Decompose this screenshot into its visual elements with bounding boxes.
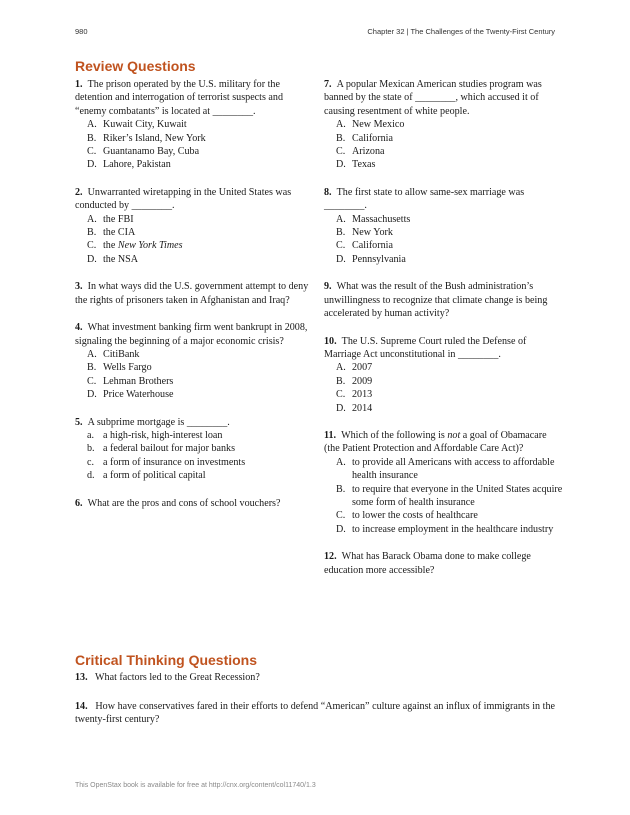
answer-option <box>336 523 564 536</box>
option-letter: b. <box>87 443 95 455</box>
answer-option <box>87 213 311 226</box>
option-text: the FBI <box>103 213 134 225</box>
option-text: a federal bailout for major banks <box>103 443 236 455</box>
option-text: Guantanamo Bay, Cuba <box>103 146 200 158</box>
option-letter: B. <box>336 132 346 144</box>
answer-options <box>87 429 311 483</box>
page-header <box>75 27 555 39</box>
answer-option <box>336 253 564 266</box>
option-text: California <box>352 240 393 252</box>
critical-question <box>75 671 555 684</box>
answer-option <box>336 132 564 145</box>
review-question <box>75 416 311 483</box>
question-stem <box>75 416 311 429</box>
option-letter: A. <box>336 213 346 225</box>
option-letter: B. <box>336 227 346 239</box>
option-text: New Mexico <box>352 119 405 131</box>
question-text: What was the result of the Bush administration’s unwillingness to recognize that climate change is being accelerated by human activity? <box>324 281 548 320</box>
question-number: 2. <box>75 186 83 198</box>
answer-options <box>87 348 311 402</box>
answer-option <box>336 509 564 522</box>
answer-option <box>336 158 564 171</box>
answer-option <box>87 361 311 374</box>
review-question <box>75 186 311 266</box>
option-text: to increase employment in the healthcare industry <box>352 523 554 535</box>
answer-option <box>336 361 564 374</box>
review-question <box>324 280 564 320</box>
question-stem <box>324 335 564 362</box>
answer-option <box>87 375 311 388</box>
option-letter: C. <box>87 375 97 387</box>
option-text: the NSA <box>103 253 139 265</box>
answer-option <box>87 226 311 239</box>
option-text: Lehman Brothers <box>103 375 174 387</box>
question-stem <box>75 321 311 348</box>
review-questions-heading: Review Questions <box>75 58 196 74</box>
answer-options <box>336 361 564 415</box>
question-number: 10. <box>324 335 337 347</box>
question-stem <box>324 280 564 320</box>
question-number: 5. <box>75 416 83 428</box>
option-text: 2007 <box>352 362 373 374</box>
option-letter: D. <box>336 159 346 171</box>
option-text: to require that everyone in the United States acquire some form of health insurance <box>352 483 563 508</box>
answer-option <box>87 442 311 455</box>
question-text: What investment banking firm went bankrupt in 2008, signaling the beginning of a major economic crisis? <box>75 322 308 347</box>
answer-option <box>87 388 311 401</box>
option-letter: A. <box>87 119 97 131</box>
option-letter: A. <box>336 119 346 131</box>
review-question <box>324 186 564 266</box>
option-letter: A. <box>87 213 97 225</box>
question-text: In what ways did the U.S. government attempt to deny the rights of prisoners taken in Afghanistan and Iraq? <box>75 281 309 306</box>
option-letter: A. <box>87 348 97 360</box>
option-letter: C. <box>336 146 346 158</box>
option-text: California <box>352 132 393 144</box>
review-questions-left-column <box>75 78 311 524</box>
question-stem <box>324 429 564 456</box>
review-question <box>324 550 564 577</box>
option-text: Wells Fargo <box>103 362 152 374</box>
question-text: A popular Mexican American studies program was banned by the state of ________, which accused it of causing resentment of white people. <box>324 79 542 117</box>
option-text: a form of political capital <box>103 470 206 482</box>
option-letter: C. <box>87 240 97 252</box>
option-letter: A. <box>336 456 346 468</box>
option-text: Kuwait City, Kuwait <box>103 119 187 131</box>
option-text: Price Waterhouse <box>103 389 174 401</box>
question-text: The U.S. Supreme Court ruled the Defense of Marriage Act unconstitutional in ________. <box>324 335 527 360</box>
answer-option <box>336 213 564 226</box>
emphasis: New York Times <box>117 240 183 252</box>
option-letter: C. <box>87 146 97 158</box>
option-text: a form of insurance on investments <box>103 456 246 468</box>
review-question <box>75 280 311 307</box>
option-text: Pennsylvania <box>352 253 406 265</box>
page-footer: This OpenStax book is available for free at http://cnx.org/content/col11740/1.3 <box>75 782 316 789</box>
answer-option <box>87 239 311 252</box>
option-letter: B. <box>87 227 97 239</box>
question-number: 4. <box>75 322 83 334</box>
question-stem <box>75 280 311 307</box>
answer-option <box>336 402 564 415</box>
critical-question <box>75 700 555 727</box>
option-letter: a. <box>87 429 95 441</box>
option-text: to lower the costs of healthcare <box>352 510 478 522</box>
question-text: The first state to allow same-sex marriage was ________. <box>324 186 525 212</box>
answer-options <box>336 456 564 536</box>
answer-option <box>87 145 311 158</box>
option-text: CitiBank <box>103 348 140 360</box>
answer-option <box>336 239 564 252</box>
option-letter: B. <box>87 132 97 144</box>
review-question <box>324 335 564 415</box>
answer-option <box>336 226 564 239</box>
option-text: the New York Times <box>103 240 183 252</box>
review-question <box>75 321 311 401</box>
question-number: 9. <box>324 281 332 293</box>
question-stem <box>324 550 564 577</box>
page-number: 980 <box>75 27 88 36</box>
option-letter: B. <box>336 375 346 387</box>
option-text: the CIA <box>103 227 136 239</box>
option-text: 2013 <box>352 389 373 401</box>
question-number: 3. <box>75 281 83 293</box>
question-number: 11. <box>324 429 337 441</box>
answer-options <box>336 213 564 267</box>
option-text: a high-risk, high-interest loan <box>103 429 223 441</box>
answer-option <box>87 118 311 131</box>
option-text: 2009 <box>352 375 373 387</box>
option-text: New York <box>352 227 393 239</box>
question-text: What has Barack Obama done to make college education more accessible? <box>324 551 531 576</box>
answer-option <box>87 469 311 482</box>
review-question <box>75 78 311 172</box>
option-text: Lahore, Pakistan <box>103 159 171 171</box>
review-question <box>75 497 311 510</box>
option-letter: B. <box>336 483 346 495</box>
question-stem <box>324 186 564 213</box>
question-text: Unwarranted wiretapping in the United States was conducted by ________. <box>75 186 292 212</box>
question-number: 8. <box>324 186 332 198</box>
answer-options <box>87 213 311 267</box>
question-number: 14. <box>75 701 88 712</box>
question-text: A subprime mortgage is ________. <box>87 416 230 428</box>
question-text: How have conservatives fared in their efforts to defend “American” culture against an influx of immigrants in the twenty-first century? <box>75 701 555 726</box>
answer-option <box>87 429 311 442</box>
answer-option <box>87 132 311 145</box>
question-number: 1. <box>75 79 83 90</box>
review-questions-right-column <box>324 78 564 591</box>
option-letter: C. <box>336 389 346 401</box>
answer-options <box>336 118 564 172</box>
review-question <box>324 78 564 172</box>
option-text: Riker’s Island, New York <box>103 132 206 144</box>
question-stem <box>75 78 311 118</box>
question-text: What factors led to the Great Recession? <box>95 672 260 683</box>
question-number: 12. <box>324 551 337 563</box>
review-question <box>324 429 564 536</box>
option-letter: D. <box>336 402 346 414</box>
option-letter: C. <box>336 240 346 252</box>
answer-option <box>87 158 311 171</box>
option-letter: B. <box>87 362 97 374</box>
option-letter: D. <box>336 253 346 265</box>
option-letter: A. <box>336 362 346 374</box>
question-text: The prison operated by the U.S. military for the detention and interrogation of terrorist suspects and “enemy combatants” is located at ________. <box>75 79 283 117</box>
answer-option <box>336 483 564 510</box>
chapter-title: Chapter 32 | The Challenges of the Twenty-First Century <box>367 27 555 36</box>
answer-option <box>336 145 564 158</box>
option-letter: D. <box>87 159 97 171</box>
option-letter: D. <box>336 523 346 535</box>
option-text: Massachusetts <box>352 213 411 225</box>
option-letter: d. <box>87 470 95 482</box>
critical-thinking-heading: Critical Thinking Questions <box>75 652 258 668</box>
question-text: Which of the following is not a goal of Obamacare (the Patient Protection and Affordable Care Act)? <box>324 429 547 455</box>
emphasis: not <box>447 429 461 441</box>
question-stem <box>324 78 564 118</box>
answer-option <box>87 253 311 266</box>
question-number: 6. <box>75 497 83 509</box>
option-letter: D. <box>87 253 97 265</box>
option-letter: c. <box>87 456 95 468</box>
question-number: 7. <box>324 79 332 90</box>
question-text: What are the pros and cons of school vouchers? <box>87 497 281 509</box>
question-number: 13. <box>75 672 88 683</box>
answer-option <box>336 388 564 401</box>
option-letter: D. <box>87 389 97 401</box>
answer-option <box>87 456 311 469</box>
option-text: Texas <box>352 159 376 171</box>
answer-options <box>87 118 311 172</box>
question-stem <box>75 186 311 213</box>
answer-option <box>87 348 311 361</box>
option-text: Arizona <box>352 146 385 158</box>
option-text: 2014 <box>352 402 373 414</box>
option-text: to provide all Americans with access to affordable health insurance <box>352 456 555 482</box>
answer-option <box>336 118 564 131</box>
option-letter: C. <box>336 510 346 522</box>
answer-option <box>336 456 564 483</box>
question-stem <box>75 497 311 510</box>
answer-option <box>336 375 564 388</box>
